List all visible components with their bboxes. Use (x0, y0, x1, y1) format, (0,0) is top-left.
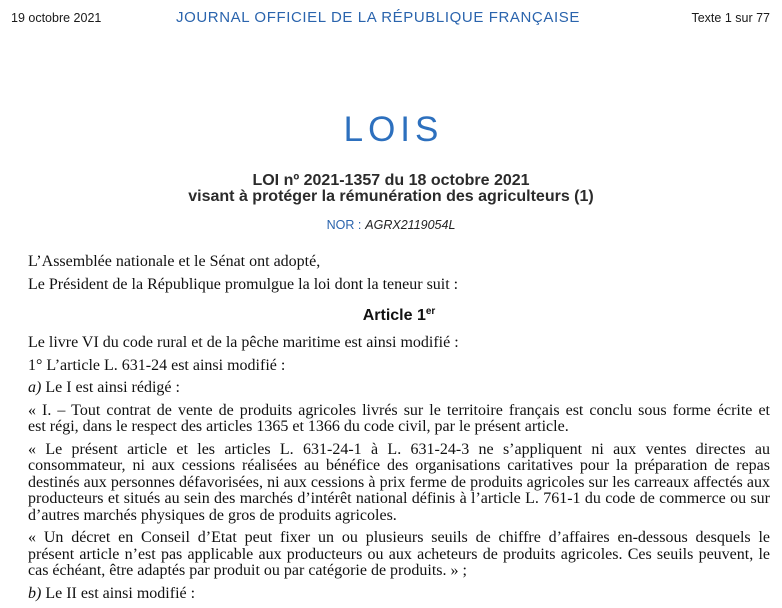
publication-date: 19 octobre 2021 (11, 11, 102, 25)
page-header (0, 9, 782, 27)
sub-item-text: Le II est ainsi modifié : (45, 584, 196, 602)
article-intro: Le livre VI du code rural et de la pêche maritime est ainsi modifié : (28, 334, 459, 351)
text-line: « Un décret en Conseil d’Etat peut fixer un ou plusieurs seuils de chiffre d’affaires en-dessous desquels le (28, 529, 770, 546)
quoted-paragraph (28, 442, 770, 525)
nor-reference (0, 217, 782, 233)
text-line: d’autres marchés physiques de gros de produits agricoles. (28, 506, 397, 524)
law-title-line-1: LOI nº 2021-1357 du 18 octobre 2021 (252, 172, 530, 189)
sub-item-a (28, 380, 770, 397)
text-line: « I. – Tout contrat de vente de produits agricoles livrés sur le territoire français est conclu sous forme écrite et (28, 401, 770, 419)
sub-item-marker: b) (28, 584, 42, 602)
sub-item-marker: a) (28, 379, 42, 396)
preamble-paragraph: L’Assemblée nationale et le Sénat ont adopté, (28, 253, 321, 270)
nor-value: AGRX2119054L (365, 218, 456, 232)
quoted-paragraph (28, 530, 770, 580)
text-line: producteurs et situés au sein des marchés d’intérêt national définis à l’article L. 761-1 du code de commerce ou sur (28, 490, 770, 507)
law-body (28, 254, 770, 608)
sub-item-b (28, 586, 770, 603)
nor-label: NOR : (326, 218, 362, 232)
text-line: est régi, dans le respect des articles 1365 et 1366 du code civil, par le présent article. (28, 418, 569, 435)
list-item: 1° L’article L. 631-24 est ainsi modifié : (28, 356, 286, 374)
article-heading (28, 306, 770, 326)
article-label: Article 1 (362, 307, 426, 324)
journal-title: JOURNAL OFFICIEL DE LA RÉPUBLIQUE FRANÇAISE (176, 9, 580, 26)
text-counter: Texte 1 sur 77 (691, 11, 770, 25)
law-title-line-2: visant à protéger la rémunération des agriculteurs (1) (188, 188, 594, 205)
quoted-paragraph (28, 403, 770, 436)
text-line: « Le présent article et les articles L. 631-24-1 à L. 631-24-3 ne s’appliquent ni aux ventes directes au (28, 440, 770, 458)
law-title (0, 173, 782, 205)
text-line: présent article n’est pas applicable aux producteurs ou aux acheteurs de produits agricoles. Ces seuils peuvent, le (28, 545, 770, 563)
text-line: destinés aux personnes défavorisées, ni aux cessions à prix ferme de produits agricoles sur les carreaux affectés aux (28, 473, 770, 491)
article-ordinal-suffix: er (425, 306, 436, 317)
preamble-paragraph: Le Président de la République promulgue la loi dont la teneur suit : (28, 275, 459, 293)
section-heading: LOIS (343, 110, 444, 149)
text-line: consommateur, ni aux cessions réalisées au bénéfice des organisations caritatives pour la préparation de repas (28, 457, 770, 474)
sub-item-text: Le I est ainsi rédigé : (45, 379, 180, 396)
text-line: cas échéant, être adaptés par produit ou par catégorie de produits. » ; (28, 562, 467, 579)
